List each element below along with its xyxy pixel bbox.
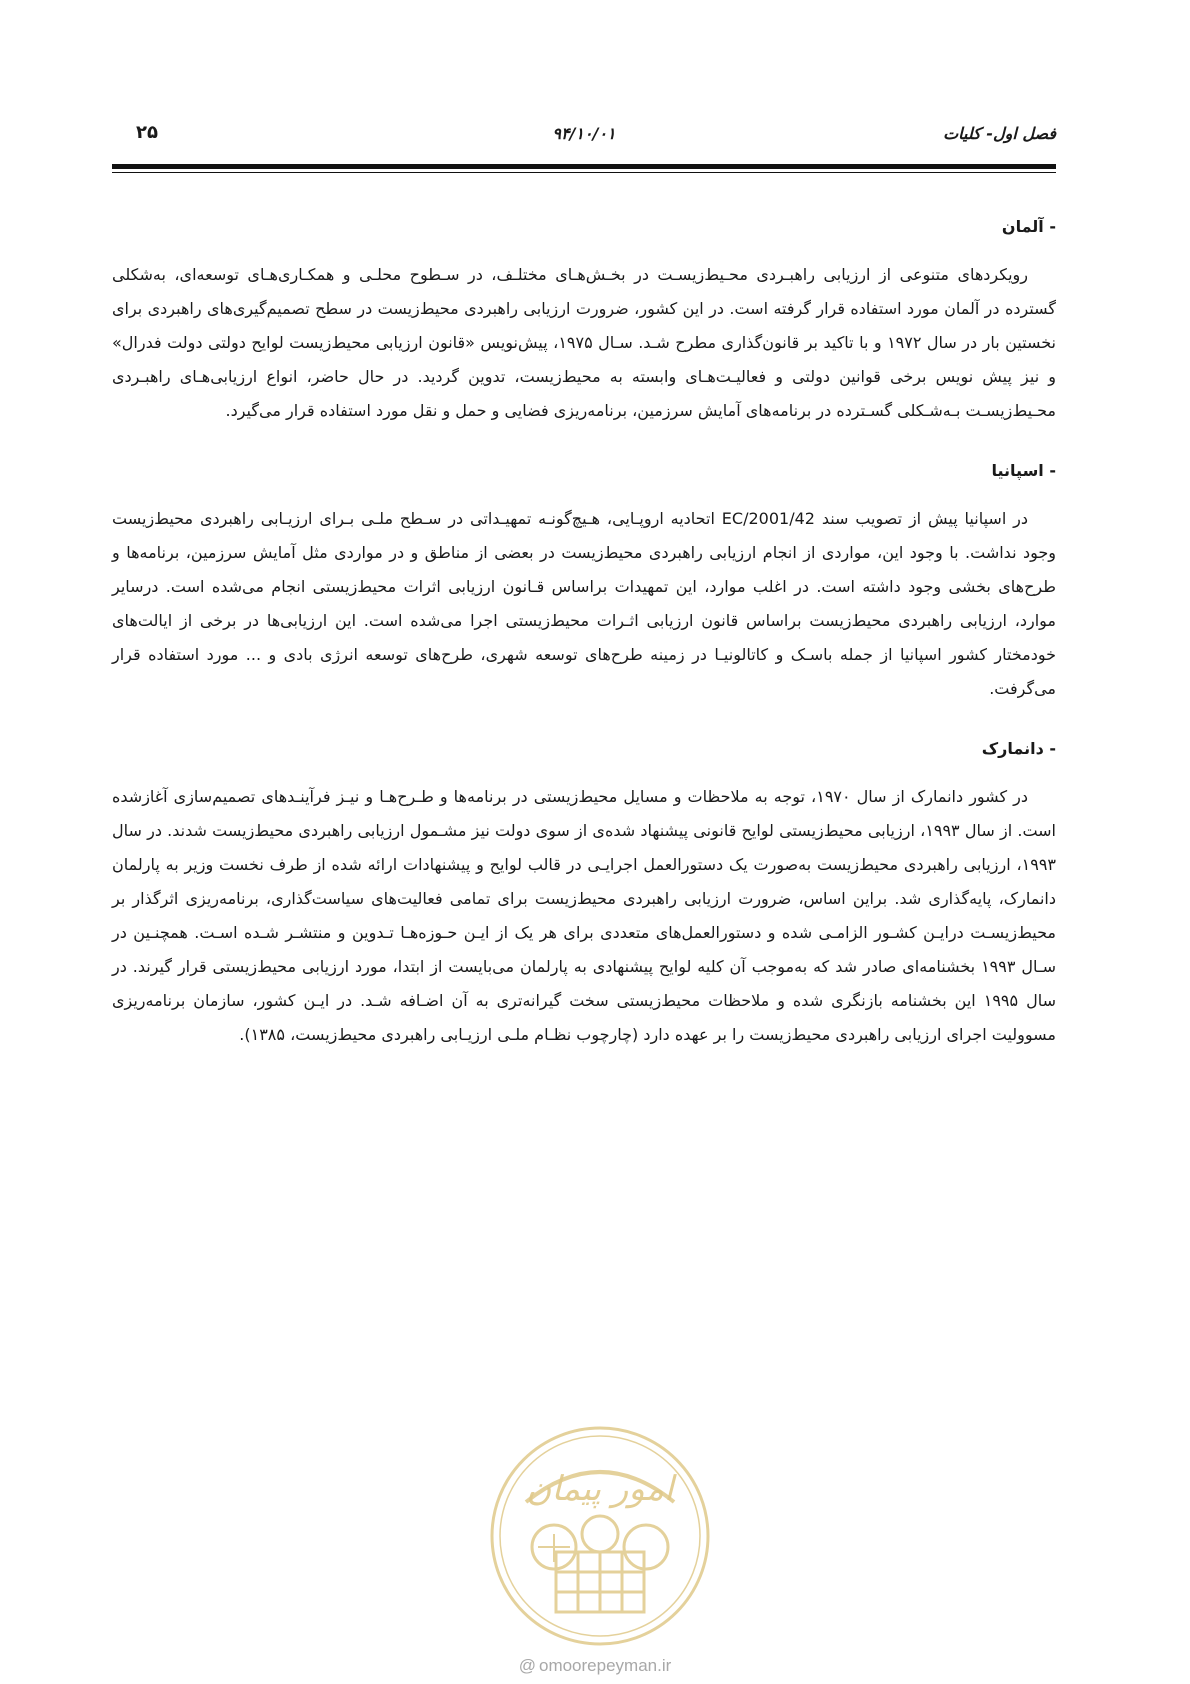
watermark-logo-text: امور پیمان — [526, 1469, 674, 1509]
watermark-seal-logo — [486, 1422, 714, 1650]
at-sign-icon: @ — [518, 1656, 536, 1675]
section-body-germany: رویکردهای متنوعی از ارزیابی راهبـردی محـیط‌زیسـت در بخـش‌هـای مختلـف، در سـطوح محلـی و همکـاری‌هـای توسعه‌ای، به‌شکلی گسترده در آلمان مورد استفاده قرار گرفته است. در این کشور، ضرورت ارزیابی راهبردی محیط‌زیست در سطح تصمیم‌گیری‌های راهبردی برای نخستین بار در سال ۱۹۷۲ و با تاکید بر قانون‌گذاری مطرح شـد. سـال ۱۹۷۵، پیش‌نویس «قانون ارزیابی محیط‌زیست لوایح دولتی دولت فدرال» و نیز پیش نویس برخی قوانین دولتی و فعالیـت‌هـای وابسته به محیط‌زیست، تدوین گردید. در حال حاضر، انواع ارزیابی‌هـای راهبـردی محـیط‌زیسـت بـه‌شـکلی گسـترده در برنامه‌های آمایش سرزمین، برنامه‌ریزی فضایی و حمل و نقل مورد استفاده قرار می‌گیرد. — [112, 265, 1056, 420]
running-header — [112, 118, 1056, 150]
section-title-denmark: - دانمارک — [981, 739, 1056, 758]
section-title-germany: - آلمان — [1001, 217, 1056, 236]
page-body — [112, 212, 1056, 1080]
page-number: ۲۵ — [136, 122, 158, 143]
header-rule-thick — [112, 164, 1056, 169]
watermark-url-text: omoorepeyman.ir — [538, 1656, 672, 1675]
section-body-spain: در اسپانیا پیش از تصویب سند 2001/42/EC اتحادیه اروپـایی، هـیچ‌گونـه تمهیـداتی در سـطح ملـی بـرای ارزیـابی راهبردی محیط‌زیست وجود نداشت. با وجود این، مواردی از انجام ارزیابی راهبردی محیط‌زیست در بعضی از مناطق و در مواردی مثل آمایش سرزمین، برنامه‌ها و طرح‌های بخشی وجود داشته است. در اغلب موارد، این تمهیدات براساس قـانون ارزیابی اثرات محیط‌زیستی انجام می‌شده است. درسایر موارد، ارزیابی راهبردی محیط‌زیست براساس قانون ارزیابی اثـرات محیط‌زیستی اجرا می‌شده است. این ارزیابی‌ها در برخی از ایالت‌های خودمختار کشور اسپانیا از جمله باسـک و کاتالونیـا در زمینه طرح‌های توسعه شهری، طرح‌های توسعه انرژی بادی و ... مورد استفاده قرار می‌گرفت. — [112, 509, 1056, 698]
header-date: ۹۴/۱۰/۰۱ — [552, 124, 616, 143]
header-rule-thin — [112, 172, 1056, 173]
chapter-title: فصل اول- کلیات — [943, 124, 1056, 143]
watermark-url — [0, 1656, 1190, 1676]
section-title-spain: - اسپانیا — [991, 461, 1056, 480]
section-body-denmark: در کشور دانمارک از سال ۱۹۷۰، توجه به ملاحظات و مسایل محیط‌زیستی در برنامه‌ها و طـرح‌هـا و نیـز فرآینـدهای تصمیم‌سازی آغازشده است. از سال ۱۹۹۳، ارزیابی محیط‌زیستی لوایح قانونی پیشنهاد شده‌ی از سوی دولت نیز مشـمول ارزیابی راهبردی محیط‌زیست شدند. در سال ۱۹۹۳، ارزیابی راهبردی محیط‌زیست به‌صورت یک دستورالعمل اجرایـی در قالب لوایح و پیشنهادات ارائه شده از طرف نخست وزیر به پارلمان دانمارک، پایه‌گذاری شد. براین اساس، ضرورت ارزیابی راهبردی محیط‌زیست برای تمامی فعالیت‌های سیاست‌گذاری، برنامه‌ریزی اثرگذار بر محیط‌زیسـت درایـن کشـور الزامـی شده و دستورالعمل‌های متعددی برای هر یک از ایـن حـوزه‌هـا تـدوین و منتشـر شـده اسـت. همچنـین در سـال ۱۹۹۳ بخشنامه‌ای صادر شد که به‌موجب آن کلیه لوایح پیشنهادی به پارلمان می‌بایست از ابتدا، مورد ارزیابی محیط‌زیستی قرار گیرند. در سال ۱۹۹۵ این بخشنامه بازنگری شده و ملاحظات محیط‌زیستی سخت گیرانه‌تری به آن اضـافه شـد. در ایـن کشور، سازمان برنامه‌ریزی مسوولیت اجرای ارزیابی راهبردی محیط‌زیست را بر عهده دارد (چارچوب نظـام ملـی ارزیـابی راهبردی محیط‌زیست، ۱۳۸۵). — [112, 787, 1056, 1044]
